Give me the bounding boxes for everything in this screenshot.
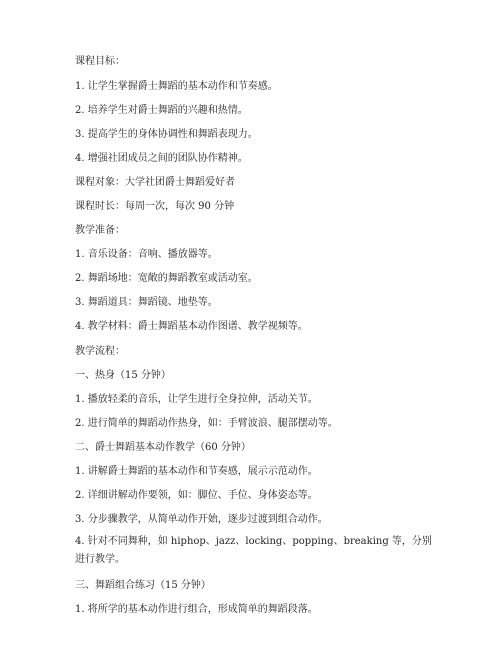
goal-item-4: 4. 增强社团成员之间的团队协作精神。 — [75, 153, 248, 164]
section-basics-heading: 二、爵士舞蹈基本动作教学（60 分钟） — [75, 442, 251, 453]
basics-item-4: 4. 针对不同舞种，如 hiphop、jazz、locking、popping、breaking 等，分别进行教学。 — [75, 536, 432, 565]
prep-item-1: 1. 音乐设备：音响、播放器等。 — [75, 249, 218, 260]
prep-item-4: 4. 教学材料：爵士舞蹈基本动作图谱、教学视频等。 — [75, 321, 308, 332]
preparation-heading: 教学准备： — [75, 225, 125, 236]
section-warmup-heading: 一、热身（15 分钟） — [75, 370, 171, 381]
course-audience: 课程对象：大学社团爵士舞蹈爱好者 — [75, 177, 235, 188]
warmup-item-2: 2. 进行简单的舞蹈动作热身，如：手臂波浪、腿部摆动等。 — [75, 418, 338, 429]
basics-item-1: 1. 讲解爵士舞蹈的基本动作和节奏感，展示示范动作。 — [75, 466, 318, 477]
goal-item-3: 3. 提高学生的身体协调性和舞蹈表现力。 — [75, 129, 258, 140]
process-heading: 教学流程： — [75, 346, 125, 357]
course-duration: 课程时长：每周一次，每次 90 分钟 — [75, 201, 235, 212]
basics-item-3: 3. 分步骤教学，从简单动作开始，逐步过渡到组合动作。 — [75, 514, 328, 525]
basics-item-2: 2. 详细讲解动作要领，如：脚位、手位、身体姿态等。 — [75, 490, 318, 501]
goal-item-1: 1. 让学生掌握爵士舞蹈的基本动作和节奏感。 — [75, 81, 278, 92]
prep-item-3: 3. 舞蹈道具：舞蹈镜、地垫等。 — [75, 297, 218, 308]
prep-item-2: 2. 舞蹈场地：宽敞的舞蹈教室或活动室。 — [75, 273, 258, 284]
goal-item-2: 2. 培养学生对爵士舞蹈的兴趣和热情。 — [75, 105, 248, 116]
combination-item-1: 1. 将所学的基本动作进行组合，形成简单的舞蹈段落。 — [75, 604, 318, 615]
course-goals-heading: 课程目标： — [75, 56, 125, 67]
section-combination-heading: 三、舞蹈组合练习（15 分钟） — [75, 580, 211, 591]
warmup-item-1: 1. 播放轻柔的音乐，让学生进行全身拉伸，活动关节。 — [75, 394, 318, 405]
